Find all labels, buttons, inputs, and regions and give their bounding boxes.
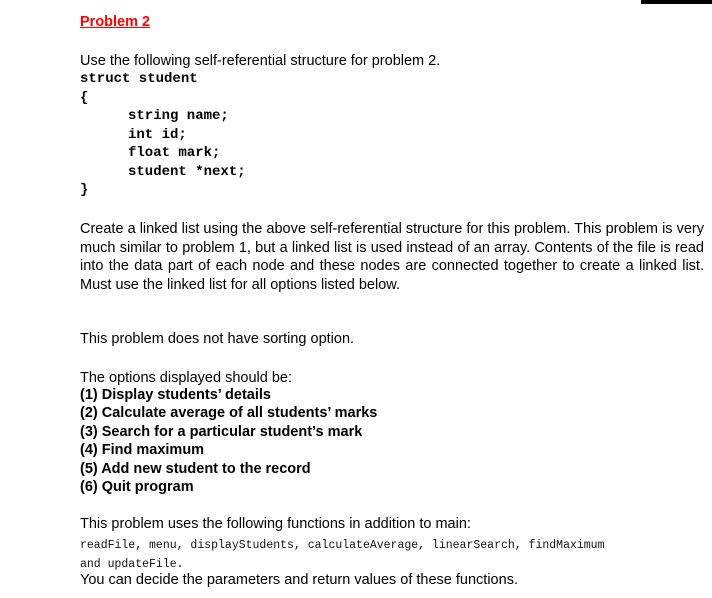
code-struct-line: struct student xyxy=(80,71,198,87)
option-3: (3) Search for a particular student’s mark xyxy=(80,424,363,440)
options-heading: The options displayed should be: xyxy=(80,370,293,386)
page-corner-bar xyxy=(641,0,712,4)
code-field-id: int id; xyxy=(128,127,187,143)
option-6: (6) Quit program xyxy=(80,479,194,495)
code-close-brace: } xyxy=(80,182,89,198)
no-sorting-note: This problem does not have sorting option. xyxy=(80,331,355,347)
problem-title: Problem 2 xyxy=(80,14,151,30)
intro-text: Use the following self-referential structure for problem 2. xyxy=(80,53,441,69)
functions-intro: This problem uses the following functions in addition to main: xyxy=(80,516,471,532)
closing-note: You can decide the parameters and return values of these functions. xyxy=(80,572,518,588)
option-4: (4) Find maximum xyxy=(80,442,205,458)
code-field-mark: float mark; xyxy=(128,145,221,161)
functions-list-line-2: and updateFile. xyxy=(80,558,184,571)
code-open-brace: { xyxy=(80,90,89,106)
code-field-name: string name; xyxy=(128,108,229,124)
functions-list-line-1: readFile, menu, displayStudents, calculateAverage, linearSearch, findMaximum xyxy=(80,539,605,552)
option-2: (2) Calculate average of all students’ marks xyxy=(80,405,378,421)
option-5: (5) Add new student to the record xyxy=(80,461,311,477)
description-paragraph: Create a linked list using the above self-referential structure for this problem. This problem is very much similar to problem 1, but a linked list is used instead of an array. Contents of the file is read into the data part of each node and these nodes are connected together to create a linked list. Must use the linked list for all options listed below. xyxy=(80,221,704,293)
code-field-next: student *next; xyxy=(128,164,246,180)
option-1: (1) Display students’ details xyxy=(80,387,271,403)
